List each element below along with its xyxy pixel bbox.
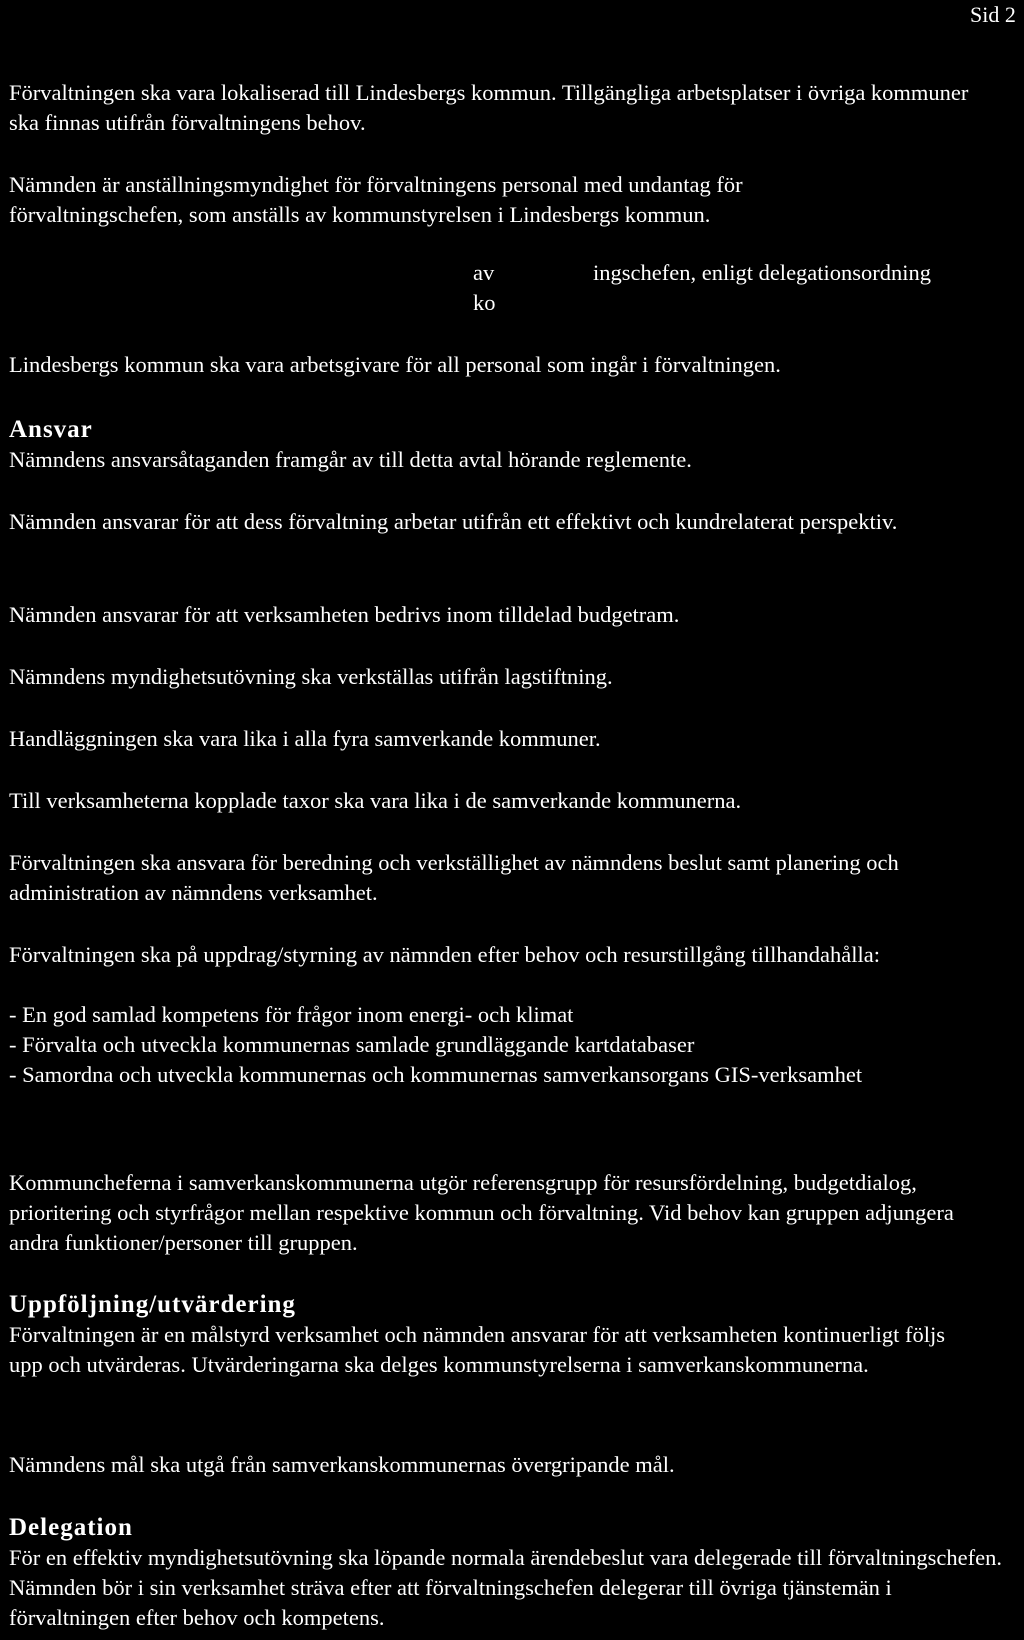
fragment-ko: ko bbox=[473, 290, 496, 315]
heading-delegation: Delegation bbox=[9, 1514, 133, 1541]
heading-ansvar: Ansvar bbox=[9, 416, 93, 443]
intro-paragraph-location: Förvaltningen ska vara lokaliserad till Lindesbergs kommun. Tillgängliga arbetsplatser i övriga kommuner ska finnas utifrån förvaltningens behov. bbox=[9, 80, 969, 135]
ansvar-list bbox=[9, 1000, 929, 1090]
ansvar-paragraph-8: Förvaltningen ska på uppdrag/styrning av nämnden efter behov och resurstillgång tillhandahålla: bbox=[9, 942, 881, 967]
ansvar-paragraph-4: Nämndens myndighetsutövning ska verkställas utifrån lagstiftning. bbox=[9, 664, 613, 689]
ansvar-paragraph-6: Till verksamheterna kopplade taxor ska vara lika i de samverkande kommunerna. bbox=[9, 788, 742, 813]
ansvar-paragraph-7: Förvaltningen ska ansvara för beredning och verkställighet av nämndens beslut samt planering och administration av nämndens verksamhet. bbox=[9, 850, 899, 905]
fragment-delegation: ingschefen, enligt delegationsordning bbox=[593, 260, 932, 285]
uppfoljning-paragraph-2: Nämndens mål ska utgå från samverkanskommunernas övergripande mål. bbox=[9, 1452, 675, 1477]
page-number: Sid 2 bbox=[970, 2, 1016, 27]
list-item: - Samordna och utveckla kommunernas och kommunernas samverkansorgans GIS-verksamhet bbox=[9, 1062, 863, 1087]
uppfoljning-paragraph-1: Förvaltningen är en målstyrd verksamhet och nämnden ansvarar för att verksamheten kontinuerligt följs upp och utvärderas. Utvärderingarna ska delges kommunstyrelserna i samverkanskommunerna. bbox=[9, 1322, 945, 1377]
intro-paragraph-employer: Lindesbergs kommun ska vara arbetsgivare för all personal som ingår i förvaltningen. bbox=[9, 352, 781, 377]
ansvar-paragraph-5: Handläggningen ska vara lika i alla fyra samverkande kommuner. bbox=[9, 726, 601, 751]
list-item: - En god samlad kompetens för frågor inom energi- och klimat bbox=[9, 1002, 574, 1027]
ansvar-paragraph-1: Nämndens ansvarsåtaganden framgår av till detta avtal hörande reglemente. bbox=[9, 447, 692, 472]
ansvar-paragraph-3: Nämnden ansvarar för att verksamheten bedrivs inom tilldelad budgetram. bbox=[9, 602, 680, 627]
ansvar-paragraph-2: Nämnden ansvarar för att dess förvaltning arbetar utifrån ett effektivt och kundrelaterat perspektiv. bbox=[9, 509, 898, 534]
list-item: - Förvalta och utveckla kommunernas samlade grundläggande kartdatabaser bbox=[9, 1032, 695, 1057]
intro-paragraph-employment: Nämnden är anställningsmyndighet för förvaltningens personal med undantag för förvaltningschefen, som anställs av kommunstyrelsen i Lindesbergs kommun. bbox=[9, 172, 743, 227]
ansvar-paragraph-9: Kommuncheferna i samverkanskommunerna utgör referensgrupp för resursfördelning, budgetdialog, prioritering och styrfrågor mellan respektive kommun och förvaltning. Vid behov kan gruppen adjungera andra funktioner/personer till gruppen. bbox=[9, 1170, 954, 1255]
heading-uppfoljning: Uppföljning/utvärdering bbox=[9, 1291, 296, 1318]
fragment-av: av bbox=[473, 260, 495, 285]
delegation-paragraph-1: För en effektiv myndighetsutövning ska löpande normala ärendebeslut vara delegerade till förvaltningschefen. Nämnden bör i sin verksamhet sträva efter att förvaltningschefen delegerar till övriga tjänstemän i förvaltningen efter behov och kompetens. bbox=[9, 1545, 1003, 1630]
